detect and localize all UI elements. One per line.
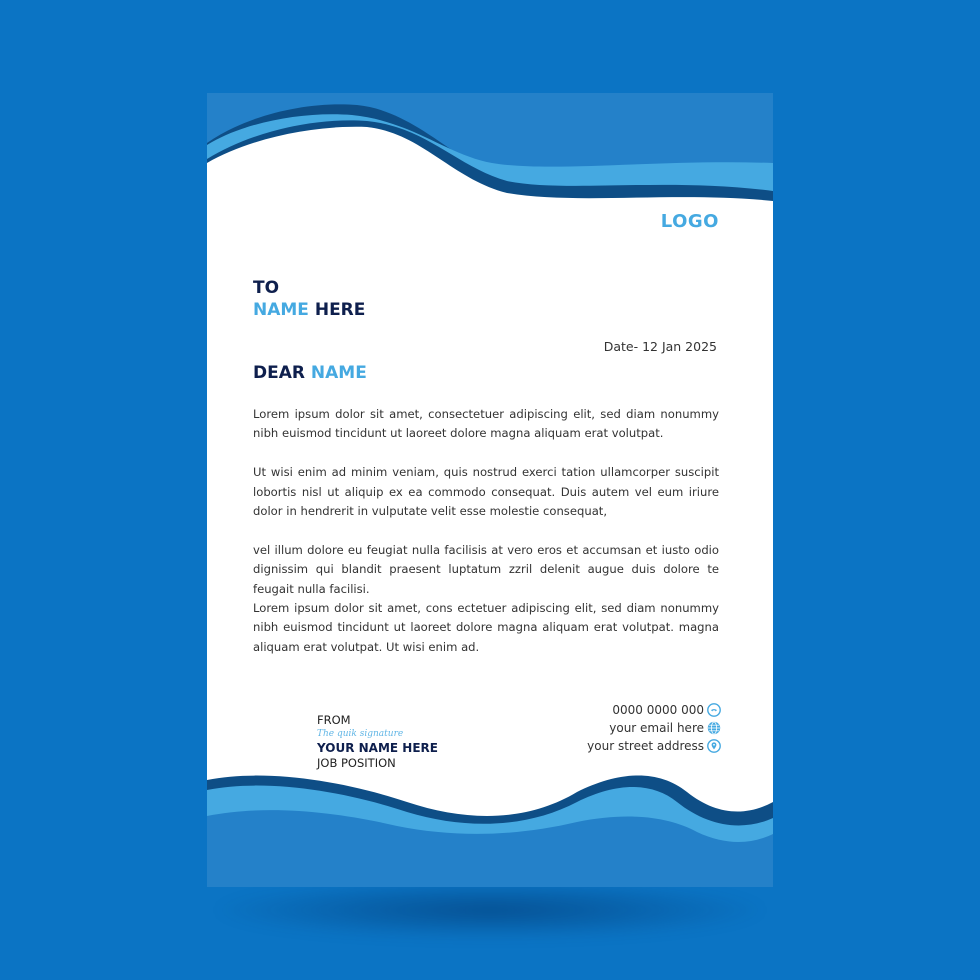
salutation-label: DEAR — [253, 363, 305, 383]
body-paragraph: vel illum dolore eu feugiat nulla facilisis at vero eros et accumsan et iusto odio dignissim qui blandit praesent luptatum zzril delenit augue duis dolore te feugait nulla facilisi. — [253, 542, 719, 596]
salutation-name: NAME — [310, 363, 367, 383]
sender-job-position: JOB POSITION — [317, 756, 396, 770]
logo-text: LOGO — [660, 211, 719, 232]
body-paragraph: Lorem ipsum dolor sit amet, consectetuer adipiscing elit, sed diam nonummy nibh euismod tincidunt ut laoreet dolore magna aliquam erat volutpat. — [253, 407, 719, 441]
top-wave-decoration — [207, 93, 773, 203]
signature: The quik signature — [317, 729, 404, 739]
recipient-name-accent: NAME — [253, 300, 309, 320]
recipient-name-rest: HERE — [314, 300, 366, 320]
letter-date: Date- 12 Jan 2025 — [603, 339, 717, 354]
sender-block — [317, 713, 438, 770]
contact-email — [587, 719, 721, 737]
sender-name: YOUR NAME HERE — [317, 741, 438, 755]
to-label: TO — [253, 278, 280, 298]
page-shadow — [210, 880, 770, 940]
body-paragraph: Ut wisi enim ad minim veniam, quis nostrud exerci tation ullamcorper suscipit lobortis nisl ut aliquip ex ea commodo consequat. Duis autem vel eum iriure dolor in hendrerit in vulputate velit esse molestie consequat, — [253, 465, 719, 519]
letterhead-page — [207, 93, 773, 887]
from-label: FROM — [317, 713, 351, 727]
phone-icon — [707, 703, 721, 717]
contact-info — [587, 701, 721, 755]
phone-number: 0000 0000 000 — [612, 703, 704, 717]
contact-address — [587, 737, 721, 755]
street-address: your street address — [587, 739, 704, 753]
globe-icon — [707, 721, 721, 735]
body-paragraph: Lorem ipsum dolor sit amet, cons ectetuer adipiscing elit, sed diam nonummy nibh euismod tincidunt ut laoreet dolore magna aliquam erat volutpat. magna aliquam erat volutpat. Ut wisi enim ad. — [253, 601, 719, 654]
bottom-wave-decoration — [207, 772, 773, 887]
email-address: your email here — [609, 721, 704, 735]
letter-body — [253, 405, 719, 657]
contact-phone — [587, 701, 721, 719]
recipient-name — [253, 299, 365, 321]
recipient-block — [253, 277, 365, 321]
location-pin-icon — [707, 739, 721, 753]
salutation — [253, 363, 367, 383]
